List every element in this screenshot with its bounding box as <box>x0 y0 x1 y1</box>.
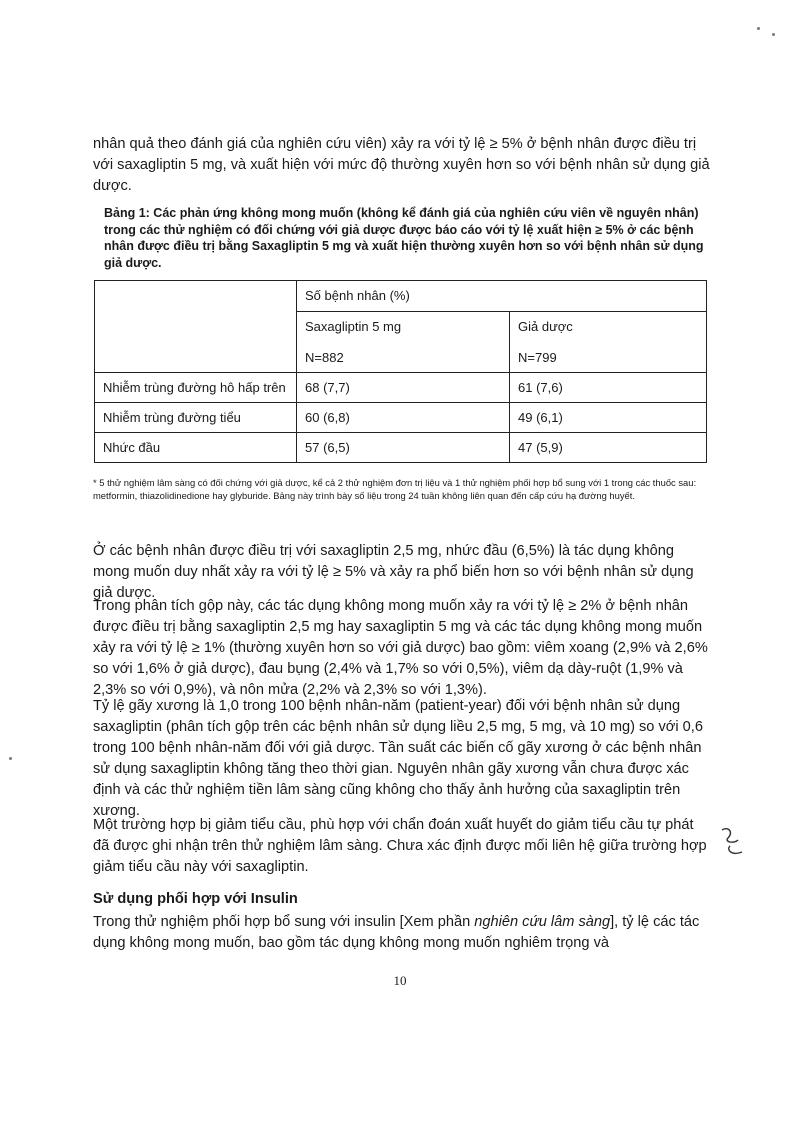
cell-placebo: 47 (5,9) <box>510 433 707 463</box>
table-row <box>95 373 707 403</box>
paragraph-insulin <box>93 912 713 954</box>
paragraph-insulin-part-2: ], tỷ lệ các tác dụng không mong muốn, bao gồm tác dụng không mong muốn nghiêm trọng và <box>93 914 700 951</box>
adverse-reactions-table <box>94 280 707 463</box>
table-corner-cell <box>95 281 297 373</box>
page-number: 10 <box>393 973 407 988</box>
row-label: Nhức đầu <box>95 433 297 463</box>
handwritten-mark-icon <box>714 822 754 862</box>
paragraph-insulin-part-1: Trong thử nghiệm phối hợp bổ sung với insulin [Xem phần <box>93 914 475 930</box>
table-row <box>95 403 707 433</box>
column-header-placebo <box>510 312 707 373</box>
column-header-saxagliptin <box>297 312 510 373</box>
cell-placebo: 61 (7,6) <box>510 373 707 403</box>
paragraph-thrombocytopenia: Một trường hợp bị giảm tiểu cầu, phù hợp với chẩn đoán xuất huyết do giảm tiểu cầu tự phát đã được ghi nhận trên thử nghiệm lâm sàng. Chưa xác định được mối liên hệ giữa trường hợp giảm tiểu cầu này với saxagliptin. <box>93 817 707 875</box>
cell-placebo: 49 (6,1) <box>510 403 707 433</box>
row-label: Nhiễm trùng đường hô hấp trên <box>95 373 297 403</box>
paragraph-fractures: Tỷ lệ gãy xương là 1,0 trong 100 bệnh nhân-năm (patient-year) đối với bệnh nhân sử dụng saxagliptin (phân tích gộp trên các bệnh nhân sử dụng liều 2,5 mg, 5 mg, và 10 mg) so với 0,6 trong 100 bệnh nhân-năm đối với giả dược. Tần suất các biến cố gãy xương ở các bệnh nhân sử dụng saxagliptin không tăng theo thời gian. Nguyên nhân gãy xương vẫn chưa được xác định và các thử nghiệm tiền lâm sàng cũng không cho thấy ảnh hưởng của saxagliptin trên xương. <box>93 698 703 819</box>
table-group-header: Số bệnh nhân (%) <box>297 281 707 312</box>
intro-paragraph: nhân quả theo đánh giá của nghiên cứu viên) xảy ra với tỷ lệ ≥ 5% ở bệnh nhân được điều trị với saxagliptin 5 mg, và xuất hiện với mức độ thường xuyên hơn so với bệnh nhân sử dụng giả dược. <box>93 136 710 194</box>
table-caption: Bảng 1: Các phản ứng không mong muốn (không kể đánh giá của nghiên cứu viên về nguyên nhân) trong các thử nghiệm có đối chứng với giả dược được báo cáo với tỷ lệ xuất hiện ≥ 5% ở các bệnh nhân được điều trị bằng Saxagliptin 5 mg và xuất hiện thường xuyên hơn so với bệnh nhân sử dụng giả dược. <box>104 206 704 270</box>
column-name: Saxagliptin 5 mg <box>305 319 402 334</box>
table-header-row <box>95 281 707 312</box>
clinical-studies-reference: nghiên cứu lâm sàng <box>474 914 611 930</box>
scan-speck <box>772 33 775 36</box>
row-label: Nhiễm trùng đường tiểu <box>95 403 297 433</box>
cell-saxagliptin: 60 (6,8) <box>297 403 510 433</box>
table-footnote: * 5 thử nghiệm lâm sàng có đối chứng với giả dược, kể cả 2 thử nghiệm đơn trị liệu và 1 thử nghiệm phối hợp bổ sung với 1 trong các thuốc sau: metformin, thiazolidinedione hay glyburide. Bảng này trình bày số liệu trong 24 tuần không liên quan đến cấp cứu hạ đường huyết. <box>93 477 697 501</box>
paragraph-headache: Ở các bệnh nhân được điều trị với saxagliptin 2,5 mg, nhức đầu (6,5%) là tác dụng không mong muốn duy nhất xảy ra với tỷ lệ ≥ 5% và xảy ra phổ biến hơn so với bệnh nhân sử dụng giả dược. <box>93 543 694 601</box>
scan-speck <box>757 27 760 30</box>
cell-saxagliptin: 68 (7,7) <box>297 373 510 403</box>
column-name: Giả dược <box>518 319 573 334</box>
section-heading: Sử dụng phối hợp với Insulin <box>93 891 298 907</box>
cell-saxagliptin: 57 (6,5) <box>297 433 510 463</box>
scan-speck <box>9 757 12 760</box>
paragraph-pooled-analysis: Trong phân tích gộp này, các tác dụng không mong muốn xảy ra với tỷ lệ ≥ 2% ở bệnh nhân được điều trị bằng saxagliptin 2,5 mg hay saxagliptin 5 mg và các tác dụng không mong muốn xảy ra với tỷ lệ ≥ 1% (thường xuyên hơn so với giả dược) bao gồm: viêm xoang (2,9% và 2,6% so với 1,6% ở giả dược), đau bụng (2,4% và 1,7% so với 0,5%), viêm dạ dày-ruột (1,9% và 2,3% so với 0,9%), và nôn mửa (2,2% và 2,3% so với 1,3%). <box>93 598 708 698</box>
column-n: N=882 <box>305 350 344 365</box>
column-n: N=799 <box>518 350 557 365</box>
table-row <box>95 433 707 463</box>
